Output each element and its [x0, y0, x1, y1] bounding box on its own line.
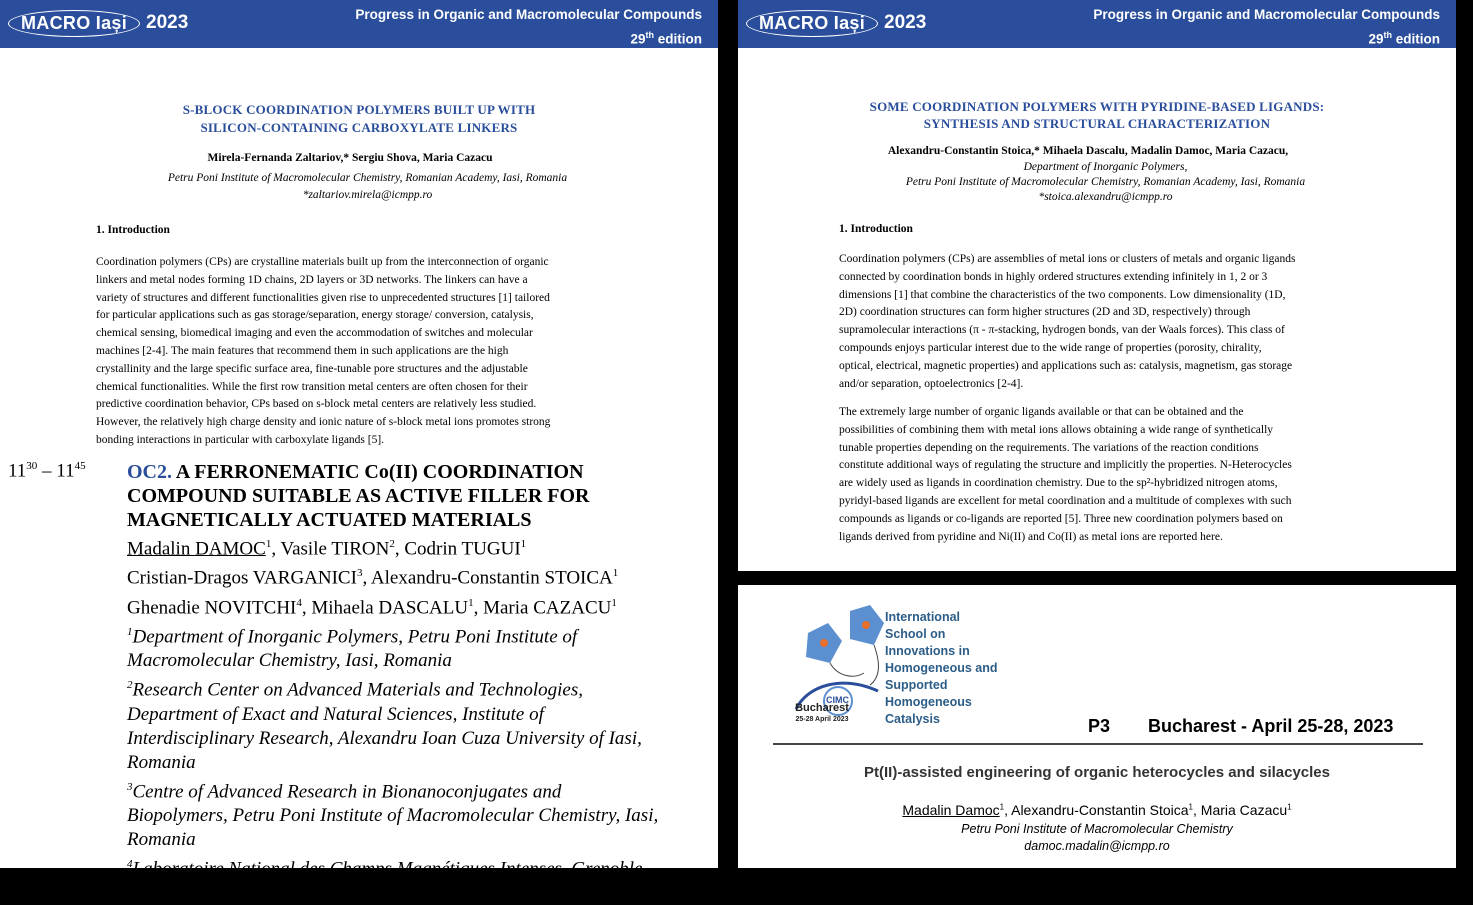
- abstract-title: SOME COORDINATION POLYMERS WITH PYRIDINE-BASED LIGANDS: SYNTHESIS AND STRUCTURAL CHARACTERIZATION: [869, 99, 1325, 131]
- abstract-paragraph-2: [839, 404, 1373, 546]
- body-line: variety of structures and different functionalities given rise to unprecedented structures [1] tailored: [96, 291, 550, 304]
- orange-dot-right: [862, 621, 870, 629]
- body-line: machines [2-4]. The main features that recommend them in such applications are the high: [96, 344, 509, 357]
- event-place-date: Bucharest - April 25-28, 2023: [1148, 716, 1394, 736]
- affiliation-line: [127, 804, 717, 828]
- affiliation-mark: 1: [127, 625, 133, 638]
- author-name: Vasile TIRON: [280, 538, 390, 560]
- affiliation-mark: 2: [127, 679, 133, 692]
- school-name-line: International: [885, 610, 961, 624]
- affiliation-text: Macromolecular Chemistry, Iasi, Romania: [127, 650, 452, 672]
- author-affil-mark: 1: [612, 567, 619, 580]
- body-line: chemical sensing, biomedical imaging and even the accommodation of switches and molecular: [96, 327, 533, 340]
- conference-header: [0, 0, 718, 48]
- macro-iasi-logo: [8, 8, 188, 38]
- body-line: The extremely large number of organic ligands available or that can be obtained and the: [839, 406, 1244, 418]
- affiliation-line: [127, 775, 717, 804]
- author-line: Ghenadie NOVITCHI$^4$, Mihaela DASCALU$^1$, Maria CAZACU$^1$: [127, 596, 617, 618]
- body-line: chemical functionalities. While the first row transition metal centers are often chosen for their: [96, 380, 528, 393]
- oral-talk-title: OC2. A FERRONEMATIC Co(II) COORDINATION COMPOUND SUITABLE AS ACTIVE FILLER FOR MAGNETICALLY ACTUATED MATERIALS: [127, 461, 590, 531]
- author-name: Madalin Damoc: [902, 802, 1000, 818]
- macro-iasi-logo: [746, 8, 926, 38]
- abstract-body: [96, 254, 640, 450]
- author-affil-mark: 4: [296, 596, 302, 609]
- author-line: Madalin DAMOC$^1$, Vasile TIRON$^2$, Codrin TUGUI$^1$: [127, 538, 527, 560]
- school-name-line: Innovations in: [885, 644, 970, 658]
- logo-year: 2023: [146, 12, 189, 33]
- poster-abstract: [738, 585, 1456, 868]
- affiliation-mark: 4: [127, 857, 133, 870]
- author-affil-mark: 1: [520, 538, 527, 550]
- affiliation-text: Department of Exact and Natural Sciences, Institute of: [127, 703, 544, 725]
- orange-dot-left: [820, 639, 828, 647]
- abstract-affiliation: Petru Poni Institute of Macromolecular Chemistry, Romanian Academy, Iasi, Romania *zaltariov.mirela@icmpp.ro: [167, 172, 568, 201]
- abstract-page-left: [0, 0, 718, 904]
- author-affil-mark: 1: [999, 802, 1005, 812]
- affiliation-line: [127, 727, 717, 751]
- abstract-authors: Alexandru-Constantin Stoica,* Mihaela Dascalu, Madalin Damoc, Maria Cazacu,: [887, 145, 1289, 157]
- series-title: Progress in Organic and Macromolecular Compounds 29th edition: [355, 7, 702, 47]
- body-line: optical, electrical, magnetic properties) and applications such as: catalysis, magnetism, gas storage: [839, 359, 1293, 372]
- body-line: predictive coordination behavior, CPs based on s-block metal centers are relatively less studied.: [96, 398, 537, 411]
- body-line: crystallinity and the large specific surface area, fine-tunable pore structures and the adjustable: [96, 362, 528, 375]
- author-affil-mark: 1: [611, 596, 617, 609]
- school-name-line: Catalysis: [885, 712, 940, 726]
- school-name-line: Homogeneous: [885, 695, 972, 709]
- body-line: Coordination polymers (CPs) are assemblies of metal ions or clusters of metals and organic ligands: [839, 253, 1296, 265]
- affiliation-text: Romania: [127, 751, 196, 773]
- poster-affiliation: Petru Poni Institute of Macromolecular Chemistry damoc.madalin@icmpp.ro: [961, 822, 1233, 853]
- body-line: connected by coordination bonds in highly ordered structures extending infinitely in 1, 2 or 3: [839, 270, 1268, 283]
- author-name: Cristian-Dragos VARGANICI: [127, 567, 357, 589]
- affiliation-line: [127, 852, 717, 881]
- school-name: [885, 609, 998, 728]
- logo-year: 2023: [884, 12, 927, 33]
- affiliation-text: Biopolymers, Petru Poni Institute of Macromolecular Chemistry, Iasi,: [127, 804, 659, 826]
- body-line: for particular applications such as gas storage/separation, energy storage/ conversion, catalysis,: [96, 309, 534, 322]
- affiliation-line: [127, 751, 717, 775]
- logo-text: MACRO Iași: [8, 10, 140, 37]
- poster-code: P3: [1088, 716, 1111, 736]
- body-line: possibilities of combining them with metal ions allows obtaining a wide range of synthetically: [839, 423, 1274, 436]
- affiliation-line: [127, 649, 717, 673]
- author-affil-mark: 3: [356, 567, 363, 580]
- conference-header: [738, 0, 1456, 48]
- affiliation-text: Interdisciplinary Research, Alexandru Ioan Cuza University of Iasi,: [127, 727, 642, 749]
- author-affil-mark: 1: [468, 596, 474, 609]
- author-name: Mihaela DASCALU: [311, 596, 469, 618]
- affiliation-mark: 3: [127, 780, 133, 793]
- affiliation-text: Research Center on Advanced Materials and Technologies,: [132, 679, 583, 701]
- author-affil-mark: 1: [265, 538, 272, 550]
- poster-title: Pt(II)-assisted engineering of organic heterocycles and silacycles: [864, 764, 1330, 781]
- body-line: dimensions [1] that combine the characteristics of the two components. Low dimensionality (1D,: [839, 288, 1286, 301]
- author-name: Alexandru-Constantin Stoica: [1011, 802, 1189, 818]
- school-name-line: School on: [885, 627, 946, 641]
- affiliation-text: Centre of Advanced Research in Bionanoconjugates and: [132, 780, 562, 802]
- affiliation-text: Department of Inorganic Polymers, Petru Poni Institute of: [132, 626, 578, 648]
- body-line: compounds as ligands or co-ligands are reported [5]. Three new coordination polymers based on: [839, 512, 1283, 525]
- affiliation-text: France: [127, 882, 182, 904]
- author-name: Maria Cazacu: [1200, 802, 1288, 818]
- oral-talk-authors: [127, 532, 717, 905]
- affiliation-line: [127, 828, 717, 852]
- series-title: Progress in Organic and Macromolecular Compounds 29th edition: [1093, 7, 1440, 47]
- body-line: tunable properties depending on the requirements. The variations of the reaction conditions: [839, 441, 1259, 454]
- body-line: pyridyl-based ligands are excellent for metal coordination and a multitude of complexes with such: [839, 494, 1292, 507]
- body-line: and/or separation, optoelectronics [2-4].: [839, 377, 1024, 390]
- affiliation-text: Laboratoire National des Champs Magnétiques Intenses, Grenoble,: [132, 858, 648, 880]
- body-line: 2D) coordination structures can form higher structures (2D and 3D, respectively) through: [839, 306, 1251, 319]
- affiliation-line: [127, 673, 717, 702]
- author-name: Alexandru-Constantin STOICA: [370, 567, 613, 589]
- author-line: Cristian-Dragos VARGANICI$^3$, Alexandru-Constantin STOICA$^1$: [127, 567, 619, 589]
- author-name: Madalin DAMOC: [127, 538, 266, 560]
- body-line: compounds enjoys particular interest due to the wide range of properties (porosity, chirality,: [839, 341, 1262, 354]
- talk-code: OC2.: [127, 461, 172, 483]
- section-heading: 1. Introduction: [96, 224, 170, 236]
- body-line: ligands derived from pyridine and Ni(II) and Co(II) as metal ions are reported here.: [839, 530, 1223, 543]
- affiliation-text: Romania: [127, 828, 196, 850]
- school-name-line: Homogeneous and: [885, 661, 998, 675]
- abstract-authors: Mirela-Fernanda Zaltariov,* Sergiu Shova, Maria Cazacu: [207, 152, 493, 164]
- author-affil-mark: 2: [389, 538, 395, 550]
- divider: [773, 743, 1423, 745]
- affiliation-line: [127, 620, 717, 649]
- author-name: Maria CAZACU: [483, 596, 612, 618]
- author-affil-mark: 1: [1188, 802, 1193, 812]
- body-line: However, the relatively high charge density and ionic nature of s-block metal ions promotes strong: [96, 416, 551, 429]
- logo-acronym: CIMC: [826, 695, 849, 705]
- author-name: Ghenadie NOVITCHI: [127, 596, 297, 618]
- poster-authors: Madalin Damoc$^1$, Alexandru-Constantin Stoica$^1$, Maria Cazacu$^1$: [902, 802, 1292, 818]
- body-line: are widely used as ligands in coordination chemistry. Due to the sp²-hybridized nitrogen atoms,: [839, 477, 1278, 490]
- author-affil-mark: 1: [1287, 802, 1292, 812]
- body-line: bonding interactions in particular with carboxylate ligands [5].: [96, 433, 385, 446]
- body-line: linkers and metal nodes forming 1D chains, 2D layers or 3D networks. The linkers can have a: [96, 273, 528, 286]
- affiliation-line: [127, 881, 717, 905]
- abstract-affiliation: Department of Inorganic Polymers, Petru Poni Institute of Macromolecular Chemistry, Romanian Academy, Iasi, Romania *stoica.alexandru@icmpp.ro: [905, 161, 1306, 203]
- logo-place: Bucharest 25-28 April 2023: [795, 702, 849, 723]
- body-line: supramolecular interactions (π - π-stacking, hydrogen bonds, van der Waals forces). This class of: [839, 324, 1285, 337]
- abstract-title: S-BLOCK COORDINATION POLYMERS BUILT UP WITH SILICON-CONTAINING CARBOXYLATE LINKERS: [182, 102, 536, 135]
- section-heading: 1. Introduction: [839, 223, 913, 235]
- affiliation-line: [127, 703, 717, 727]
- body-line: Coordination polymers (CPs) are crystalline materials built up from the interconnection of organic: [96, 256, 549, 268]
- body-line: constitute additional ways of regulating the structure and implicitly the properties. N-Heterocycles: [839, 459, 1292, 472]
- author-name: Codrin TUGUI: [404, 538, 521, 560]
- logo-text: MACRO Iași: [746, 10, 878, 37]
- session-time: $11^{30} - 11^{45}$: [8, 460, 86, 482]
- abstract-paragraph-1: [839, 251, 1373, 393]
- abstract-page-right: [738, 0, 1456, 571]
- school-name-line: Supported: [885, 678, 948, 692]
